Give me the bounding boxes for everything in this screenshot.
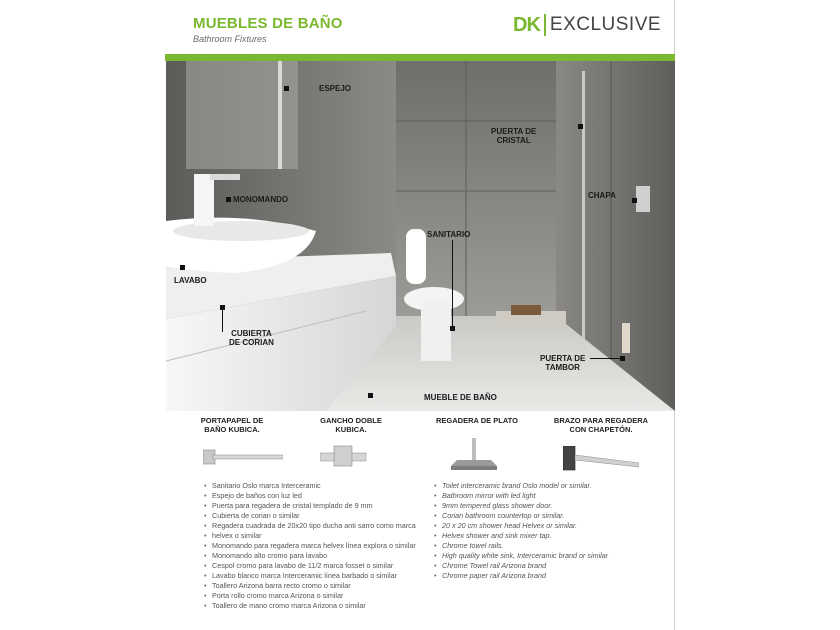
lavabo-marker (180, 265, 185, 270)
spec-es-item-continuation: • helvex o similar (204, 531, 429, 541)
logo-dk-mark: DK (513, 13, 540, 36)
callout-mueble: MUEBLE DE BAÑO (424, 393, 497, 402)
spec-es-item: • Puerta para regadera de cristal templado de 9 mm (204, 501, 429, 511)
accessory-title-gancho-line2: KUBICA. (335, 425, 367, 435)
spec-en-item: • Bathroom mirror with led light (434, 491, 669, 501)
espejo-marker (284, 86, 289, 91)
spec-en-item: • Chrome paper rail Arizona brand (434, 571, 669, 581)
spec-es-item: • Cubierta de corian o similar (204, 511, 429, 521)
callout-espejo: ESPEJO (319, 84, 352, 93)
double-hook-icon (320, 444, 368, 473)
spec-es-item: • Toallero Arizona barra recto cromo o similar (204, 581, 429, 591)
shower-arm-icon (563, 446, 639, 477)
callout-puerta-cristal (491, 127, 536, 145)
mueble-marker (368, 393, 373, 398)
accessory-title-portapapel-line1: PORTAPAPEL DE (200, 416, 264, 425)
monomando-marker (226, 197, 231, 202)
puerta-cristal-marker (578, 124, 583, 129)
chapa-marker (632, 198, 637, 203)
accessory-title-portapapel (196, 416, 268, 435)
spec-en-item: • Toilet interceramic brand Oslo model or similar. (434, 481, 669, 491)
spec-es-item: • Cespol cromo para lavabo de 11/2 marca fosset o similar (204, 561, 429, 571)
callout-cubierta-line1: CUBIERTA (231, 329, 272, 338)
toilet-paper-holder-icon (203, 447, 283, 472)
spec-en-item: • Chrome towel rails. (434, 541, 669, 551)
callout-puerta-tambor-line2: TAMBOR (545, 363, 580, 373)
spec-es-item: • Sanitario Oslo marca Interceramic (204, 481, 429, 491)
accessory-title-brazo-line1: BRAZO PARA REGADERA (553, 416, 649, 425)
sanitario-leader-line (452, 240, 453, 326)
page-subtitle: Bathroom Fixtures (193, 34, 267, 44)
spec-es-item: • Monomando para regadera marca helvex línea explora o similar (204, 541, 429, 551)
spec-es-item: • Porta rollo cromo marca Arizona o similar (204, 591, 429, 601)
spec-en-item: • Helvex shower and sink mixer tap. (434, 531, 669, 541)
accessory-title-brazo (550, 416, 652, 435)
callout-sanitario: SANITARIO (427, 230, 471, 239)
callout-cubierta (229, 329, 274, 347)
callout-puerta-tambor-line1: PUERTA DE (540, 354, 586, 363)
callout-chapa: CHAPA (588, 191, 616, 200)
spec-en-item: • Corian bathroom countertop or similar. (434, 511, 669, 521)
spec-es-item: • Lavabo blanco marca Interceramic línea barbado o similar (204, 571, 429, 581)
spec-es-item: • Monomando alto cromo para lavabo (204, 551, 429, 561)
spec-es-item: • Toallero de mano cromo marca Arizona o similar (204, 601, 429, 611)
logo-divider (544, 14, 546, 36)
header-accent-bar (165, 54, 675, 61)
cubierta-leader-line (222, 310, 223, 332)
callout-lavabo: LAVABO (174, 276, 207, 285)
specs-english (434, 481, 669, 581)
accessory-title-portapapel-line2: BAÑO KUBICA. (204, 425, 260, 435)
accessory-title-regadera-line1: REGADERA DE PLATO (436, 416, 518, 425)
puerta-tambor-leader-line (590, 358, 622, 359)
brand-logo (513, 13, 661, 37)
puerta-tambor-marker (620, 356, 625, 361)
spec-es-item: • Regadera cuadrada de 20x20 tipo ducha anti sarro como marca (204, 521, 429, 531)
spec-en-item: • 9mm tempered glass shower door. (434, 501, 669, 511)
sanitario-marker (450, 326, 455, 331)
accessory-title-gancho-line1: GANCHO DOBLE (320, 416, 382, 425)
page-title: MUEBLES DE BAÑO (193, 15, 343, 32)
spec-en-item: • 20 x 20 cm shower head Helvex or similar. (434, 521, 669, 531)
spec-en-item: • Chrome Towel rail Arizona brand (434, 561, 669, 571)
logo-wordmark: EXCLUSIVE (549, 14, 662, 35)
accessory-title-brazo-line2: CON CHAPETÓN. (569, 425, 633, 435)
shower-head-icon (449, 438, 499, 479)
accessory-title-gancho (312, 416, 390, 435)
accessory-title-regadera (432, 416, 522, 425)
callout-puerta-cristal-line2: CRISTAL (496, 136, 531, 146)
callout-puerta-cristal-line1: PUERTA DE (491, 127, 537, 136)
callout-puerta-tambor (540, 354, 585, 372)
callout-cubierta-line2: DE CORIAN (229, 338, 274, 348)
spec-es-item: • Espejo de baños con luz led (204, 491, 429, 501)
specs-spanish (204, 481, 429, 611)
spec-en-item: • High quality white sink, Interceramic brand or similar (434, 551, 669, 561)
callout-monomando: MONOMANDO (233, 195, 289, 204)
